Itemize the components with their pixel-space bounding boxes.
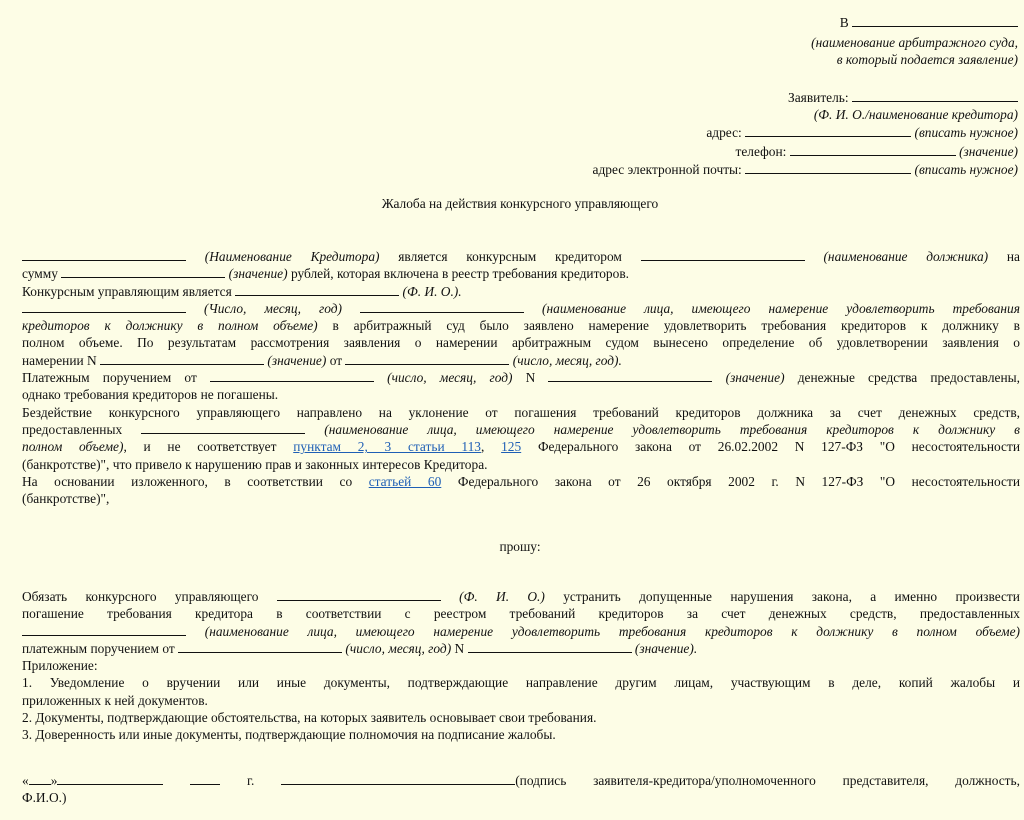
applicant-blank <box>852 89 1018 102</box>
address-blank <box>745 124 911 137</box>
link-article-60[interactable]: статьей 60 <box>368 473 442 489</box>
attachment-item-3: 3. Доверенность или иные документы, подтверждающие полномочия на подписание жалобы. <box>22 727 556 743</box>
para-7-line-3: (наименование лица, имеющего намерение удовлетворить требования кредиторов к должнику в полном объеме) <box>22 623 1020 640</box>
attachment-item-1b: приложенных к ней документов. <box>22 692 208 708</box>
para-3-line-2: кредиторов к должнику в полном объеме) в арбитражный суд было заявлено намерение удовлетворить требования кредиторов к должнику в <box>22 318 1020 334</box>
para-1-line-1: (Наименование Кредитора) является конкурсным кредитором (наименование должника) на <box>22 248 1020 265</box>
para-3-line-1: (Число, месяц, год) (наименование лица, имеющего намерение удовлетворить требования <box>22 300 1020 317</box>
para-5-line-1: Бездействие конкурсного управляющего направлено на уклонение от погашения требований кредиторов должника за счет денежных средств, <box>22 404 1020 420</box>
document-title: Жалоба на действия конкурсного управляющего <box>381 196 659 211</box>
attachment-item-1a: 1. Уведомление о вручении или иные документы, подтверждающие направление другим лицам, участвующим в деле, копий жалобы и <box>22 675 1020 691</box>
court-blank <box>852 14 1018 27</box>
signature-line: « » г. (подпись заявителя-кредитора/уполномоченного представителя, должность, <box>22 773 1020 788</box>
para-3-line-3: полном объеме. По результатам рассмотрения заявления о намерении арбитражным судом вынесено определение об удовлетворении заявления о <box>22 335 1020 351</box>
phone-blank <box>790 143 956 156</box>
para-7-line-4: платежным поручением от (число, месяц, год) N (значение). <box>22 640 698 656</box>
para-5-line-2: предоставленных (наименование лица, имеющего намерение удовлетворить требования кредиторов к должнику в <box>22 421 1020 437</box>
para-5-line-3: полном объеме), и не соответствует пунктам 2, 3 статьи 113, 125 Федерального закона от 26.02.2002 N 127-ФЗ "О несостоятельности <box>22 439 1020 455</box>
phone-line: телефон: (значение) <box>735 144 1018 159</box>
link-article-125[interactable]: 125 <box>501 439 522 455</box>
address-line: адрес: (вписать нужное) <box>706 125 1018 140</box>
para-7-line-1: Обязать конкурсного управляющего (Ф. И. О.) устранить допущенные нарушения закона, а именно произвести <box>22 589 1020 604</box>
para-6-line-1: На основании изложенного, в соответствии со статьей 60 Федерального закона от 26 октября 2002 г. N 127-ФЗ "О несостоятельности <box>22 473 1020 489</box>
applicant-hint: (Ф. И. О./наименование кредитора) <box>813 107 1018 122</box>
para-4-line-2: однако требования кредиторов не погашены. <box>22 387 279 403</box>
email-line: адрес электронной почты: (вписать нужное) <box>592 162 1018 177</box>
document-body <box>22 248 1020 507</box>
court-line: В <box>840 14 1018 31</box>
signature-block <box>22 772 1020 807</box>
para-1-line-2: сумму (значение) рублей, которая включена в реестр требования кредиторов. <box>22 266 629 282</box>
para-6-line-2: (банкротстве)", <box>22 491 110 507</box>
para-7-line-2: погашение требования кредитора в соответствии с реестром требований кредиторов за счет денежных средств, предоставленных <box>22 606 1020 622</box>
applicant-line: Заявитель: <box>788 89 1018 106</box>
attachment-label: Приложение: <box>22 658 98 674</box>
court-hint-1: (наименование арбитражного суда, <box>811 35 1018 50</box>
para-5-line-4: (банкротстве)", что привело к нарушению прав и законных интересов Кредитора. <box>22 456 488 472</box>
para-2: Конкурсным управляющим является (Ф. И. О.). <box>22 283 462 299</box>
court-hint-2: в который подается заявление) <box>836 52 1018 67</box>
ask-heading: прошу: <box>499 539 541 554</box>
attachment-item-2: 2. Документы, подтверждающие обстоятельства, на которых заявитель основывает свои требования. <box>22 710 597 726</box>
para-3-line-4: намерении N (значение) от (число, месяц, год). <box>22 352 622 368</box>
email-blank <box>745 161 911 174</box>
signature-hint-2: Ф.И.О.) <box>22 790 67 806</box>
para-4-line-1: Платежным поручением от (число, месяц, год) N (значение) денежные средства предоставлены, <box>22 370 1020 386</box>
link-article-113[interactable]: пунктам 2, 3 статьи 113 <box>293 439 481 455</box>
request-body <box>22 588 1020 744</box>
